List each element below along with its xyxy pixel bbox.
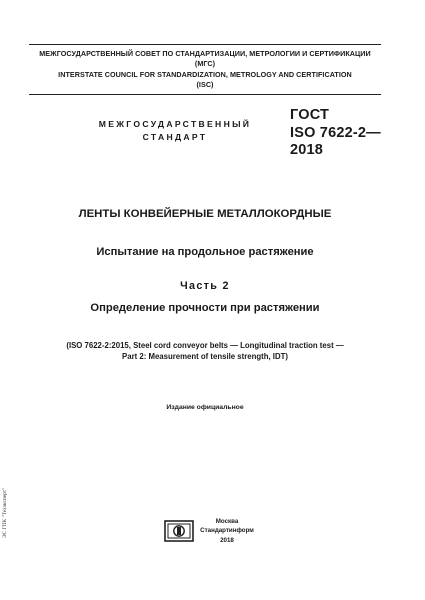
iso-reference bbox=[29, 340, 381, 362]
council-en-line1: INTERSTATE COUNCIL FOR STANDARDIZATION, METROLOGY AND CERTIFICATION bbox=[58, 70, 352, 79]
document-subtitle: Испытание на продольное растяжение bbox=[96, 246, 314, 258]
iso-reference-line2: Part 2: Measurement of tensile strength, IDT) bbox=[122, 352, 288, 362]
part-number: Часть 2 bbox=[180, 280, 230, 292]
top-rule bbox=[29, 44, 381, 45]
edition-note: Издание официальное bbox=[166, 404, 244, 411]
publisher-city: Москва bbox=[215, 518, 239, 525]
council-ru-line1: МЕЖГОСУДАРСТВЕННЫЙ СОВЕТ ПО СТАНДАРТИЗАЦИИ, МЕТРОЛОГИИ И СЕРТИФИКАЦИИ bbox=[39, 49, 371, 58]
publisher-year: 2018 bbox=[220, 536, 234, 544]
header-bottom-rule bbox=[29, 94, 381, 95]
publisher-block bbox=[197, 517, 257, 545]
iso-reference-line1: (ISO 7622-2:2015, Steel cord conveyor belts — Longitudinal traction test — bbox=[66, 341, 344, 350]
standartinform-logo-icon bbox=[164, 520, 194, 542]
side-watermark: ЭС ГПК "Техэксперт" bbox=[2, 487, 8, 538]
part-title: Определение прочности при растяжении bbox=[90, 302, 320, 314]
council-ru-abbr: (МГС) bbox=[194, 59, 216, 68]
gost-number: ISO 7622-2— bbox=[290, 124, 381, 141]
council-en-abbr: (ISC) bbox=[196, 80, 214, 89]
standard-type bbox=[90, 118, 260, 144]
gost-designation bbox=[290, 107, 381, 160]
gost-year: 2018 bbox=[290, 142, 324, 158]
standard-type-line2: СТАНДАРТ bbox=[142, 132, 208, 142]
standard-type-line1: МЕЖГОСУДАРСТВЕННЫЙ bbox=[98, 119, 252, 129]
document-title: ЛЕНТЫ КОНВЕЙЕРНЫЕ МЕТАЛЛОКОРДНЫЕ bbox=[78, 208, 332, 220]
gost-label: ГОСТ bbox=[290, 107, 330, 123]
publisher-name: Стандартинформ bbox=[200, 527, 254, 535]
